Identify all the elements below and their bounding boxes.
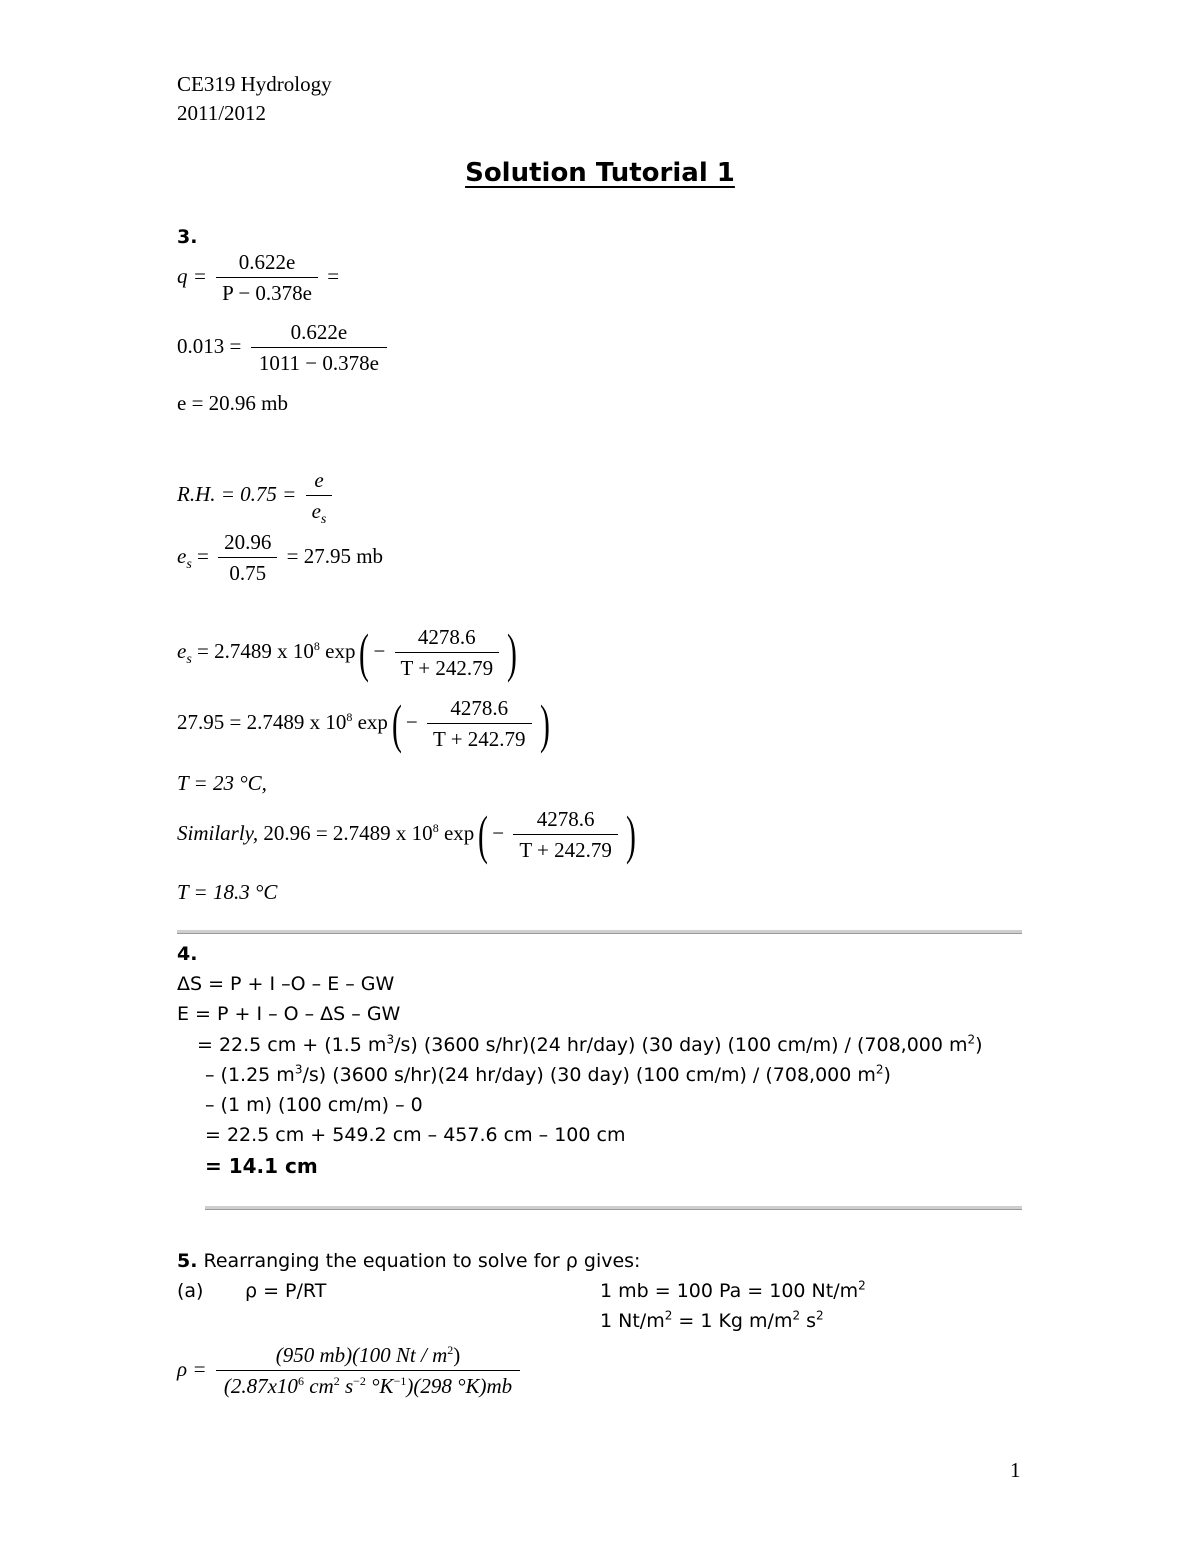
academic-year: 2011/2012 [177, 101, 267, 125]
result-t2-text: T = 18.3 °C [177, 880, 278, 904]
density-den-c: s [339, 1374, 354, 1398]
exp2-fraction [427, 698, 532, 750]
problem-3-label: 3. [177, 226, 198, 248]
density-numerator-close: ) [453, 1343, 461, 1367]
line4-sup-3: 3 [294, 1062, 303, 1077]
result-t1 [177, 773, 267, 794]
conversion-line-1 [600, 1276, 866, 1306]
problem-5-intro [177, 1246, 640, 1276]
conversion-1-text: 1 mb = 100 Pa = 100 Nt/m [600, 1280, 859, 1302]
conversion-2-sup-c: 2 [816, 1308, 824, 1323]
q-lhs: q = [177, 263, 207, 288]
line3-part-b: /s) (3600 s/hr)(24 hr/day) (30 day) (100 cm/m) / (708,000 m [394, 1034, 968, 1056]
conversion-2-sup-b: 2 [792, 1308, 801, 1323]
rh-numerator-text: e [314, 468, 324, 492]
line4-part-a: – (1.25 m [205, 1064, 295, 1086]
equation-es [177, 532, 383, 584]
water-balance-result: = 14.1 cm [205, 1154, 318, 1178]
line3-part-c: ) [975, 1034, 983, 1056]
exp1-lhs-sub: s [186, 652, 192, 667]
es-fraction [218, 532, 277, 584]
line4-part-b: /s) (3600 s/hr)(24 hr/day) (30 day) (100 cm/m) / (708,000 m [302, 1064, 876, 1086]
exp1-fraction [395, 627, 500, 679]
density-den-sup-2: 2 [333, 1374, 340, 1388]
exp1-denominator: T + 242.79 [400, 656, 494, 680]
humidity-fraction [251, 322, 388, 374]
line4-part-c: ) [883, 1064, 891, 1086]
rh-lhs: R.H. = 0.75 = [177, 481, 297, 506]
density-fraction [216, 1345, 521, 1397]
line3-part-a: = 22.5 cm + (1.5 m [197, 1034, 387, 1056]
es-lhs: e [177, 543, 187, 568]
line4-sup-2: 2 [875, 1062, 884, 1077]
section-divider [177, 930, 1022, 934]
rh-denominator-text: e [311, 499, 321, 523]
conversion-1-sup: 2 [858, 1278, 866, 1293]
humidity-numerator: 0.622e [251, 322, 388, 348]
result-t2 [177, 882, 277, 903]
es-rhs: = 27.95 mb [286, 543, 384, 568]
rh-denominator-sub: s [320, 512, 327, 528]
page-title-text: Solution Tutorial 1 [465, 158, 735, 188]
result-t1-text: T = 23 °C, [177, 771, 267, 795]
rh-fraction [306, 468, 333, 528]
left-paren-icon: ( [391, 694, 402, 754]
water-balance-line-5: – (1 m) (100 cm/m) – 0 [205, 1094, 423, 1116]
result-e: e = 20.96 mb [177, 391, 288, 415]
page-title [0, 158, 1200, 188]
section-divider [205, 1206, 1022, 1210]
left-paren-icon: ( [359, 623, 370, 683]
density-formula: ρ = P/RT [245, 1280, 327, 1302]
density-den-a: (2.87x10 [223, 1374, 298, 1398]
exp2-minus: − [405, 709, 418, 734]
density-numerator [216, 1345, 521, 1371]
exp1-lhs: e [177, 638, 187, 663]
density-den-e: )(298 °K)mb [406, 1374, 513, 1398]
density-den-pow: 6 [297, 1374, 304, 1388]
line3-sup-3: 3 [386, 1032, 395, 1047]
density-den-pow-m2: −2 [353, 1374, 366, 1388]
q-trailing-equals: = [327, 263, 340, 288]
equation-rh [177, 468, 336, 528]
exp1-minus: − [373, 638, 386, 663]
equation-q [177, 252, 339, 304]
left-paren-icon: ( [478, 805, 489, 865]
water-balance-line-2: E = P + I – O – ΔS – GW [177, 1003, 401, 1025]
q-numerator: 0.622e [216, 252, 318, 278]
equation-exp-1 [177, 623, 521, 683]
problem-5-label: 5. [177, 1250, 198, 1272]
density-calculation [177, 1345, 524, 1397]
similarly-minus: − [492, 820, 505, 845]
similarly-power: 8 [432, 820, 439, 835]
density-numerator-text: (950 mb)(100 Nt / m [275, 1343, 448, 1367]
page-number: 1 [1010, 1458, 1021, 1482]
conversion-2-sup-a: 2 [664, 1308, 673, 1323]
similarly-fraction [513, 809, 618, 861]
similarly-numerator: 4278.6 [513, 809, 618, 835]
es-denominator: 0.75 [229, 561, 267, 585]
density-den-b: cm [303, 1374, 334, 1398]
conversion-2-a: 1 Nt/m [600, 1310, 665, 1332]
exp1-coefficient: = 2.7489 x 10 [197, 638, 314, 663]
water-balance-line-1: ΔS = P + I –O – E – GW [177, 973, 395, 995]
conversion-line-2 [600, 1306, 824, 1336]
q-denominator: P − 0.378e [222, 281, 312, 305]
problem-4-label: 4. [177, 943, 198, 965]
exp2-numerator: 4278.6 [427, 698, 532, 724]
es-equals: = [197, 543, 209, 568]
equation-exp-2 [177, 694, 554, 754]
line3-sup-2: 2 [967, 1032, 976, 1047]
similarly-exp-word: exp [443, 820, 475, 845]
problem-5-intro-text: Rearranging the equation to solve for ρ gives: [203, 1250, 641, 1272]
exp1-power: 8 [313, 638, 320, 653]
rh-numerator [306, 470, 333, 496]
humidity-lhs: 0.013 = [177, 333, 242, 358]
humidity-denominator: 1011 − 0.378e [258, 351, 379, 375]
exp2-denominator: T + 242.79 [433, 727, 526, 751]
water-balance-line-3 [197, 1030, 983, 1060]
density-den-pow-m1: −1 [393, 1374, 407, 1388]
q-fraction [216, 252, 318, 304]
right-paren-icon: ) [539, 694, 550, 754]
similarly-lhs: 20.96 = 2.7489 x 10 [263, 820, 433, 845]
equation-humidity [177, 322, 391, 374]
es-lhs-sub: s [186, 557, 192, 572]
rh-denominator [306, 496, 333, 528]
water-balance-line-4 [205, 1060, 891, 1090]
part-a-label: (a) [177, 1280, 204, 1302]
exp1-numerator: 4278.6 [395, 627, 500, 653]
right-paren-icon: ) [625, 805, 636, 865]
exp2-lhs: 27.95 = 2.7489 x 10 [177, 709, 347, 734]
density-lhs: ρ = [177, 1356, 207, 1381]
exp2-word: exp [357, 709, 388, 734]
density-denominator [216, 1371, 521, 1397]
density-numerator-sup: 2 [447, 1343, 454, 1357]
course-name: CE319 Hydrology [177, 72, 332, 96]
density-den-d: °K [365, 1374, 394, 1398]
exp2-power: 8 [346, 709, 353, 724]
conversion-2-c: s [800, 1310, 817, 1332]
similarly-denominator: T + 242.79 [519, 838, 612, 862]
right-paren-icon: ) [507, 623, 518, 683]
equation-similarly [177, 805, 640, 865]
conversion-2-b: = 1 Kg m/m [672, 1310, 793, 1332]
water-balance-line-6: = 22.5 cm + 549.2 cm – 457.6 cm – 100 cm [205, 1124, 626, 1146]
es-numerator: 20.96 [218, 532, 277, 558]
exp1-word: exp [325, 638, 356, 663]
similarly-word: Similarly, [177, 820, 259, 845]
